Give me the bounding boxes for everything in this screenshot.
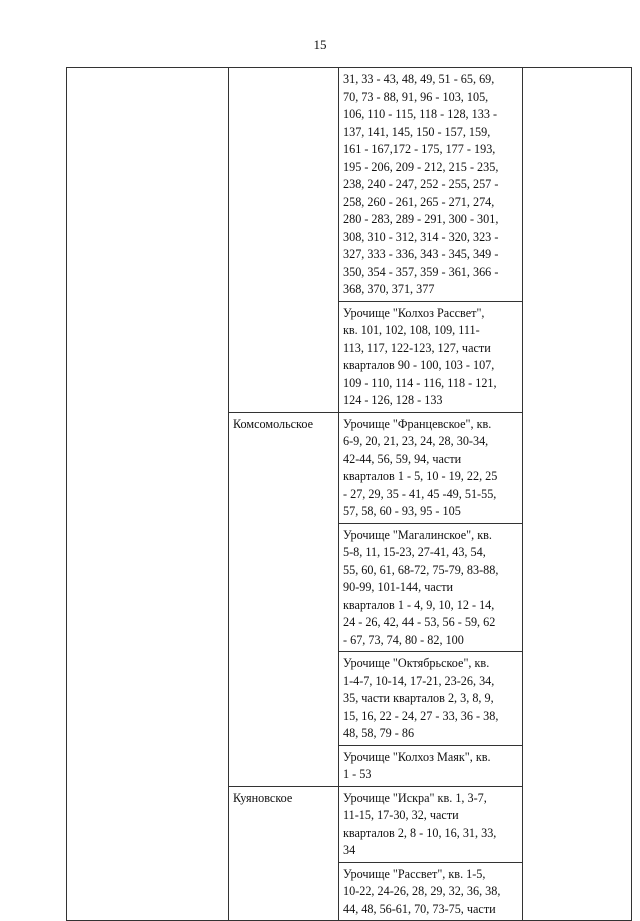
tract-cell: Урочище "Колхоз Маяк", кв. 1 - 53 xyxy=(339,745,523,786)
region-cell xyxy=(67,68,229,921)
notes-cell xyxy=(523,68,632,921)
tract-cell: Урочище "Францевское", кв. 6-9, 20, 21, 23, 24, 28, 30-34, 42-44, 56, 59, 94, части кварталов 1 - 5, 10 - 19, 22, 25 - 27, 29, 35 - 41, 45 -49, 51-55, 57, 58, 60 - 93, 95 - 105 xyxy=(339,412,523,523)
tract-cell: Урочище "Колхоз Рассвет", кв. 101, 102, 108, 109, 111- 113, 117, 122-123, 127, части кварталов 90 - 100, 103 - 107, 109 - 110, 114 - 116, 118 - 121, 124 - 126, 128 - 133 xyxy=(339,301,523,412)
tract-cell: Урочище "Магалинское", кв. 5-8, 11, 15-23, 27-41, 43, 54, 55, 60, 61, 68-72, 75-79, 83-88, 90-99, 101-144, части кварталов 1 - 4, 9, 10, 12 - 14, 24 - 26, 42, 44 - 53, 56 - 59, 62 - 67, 73, 74, 80 - 82, 100 xyxy=(339,523,523,652)
tract-cell: Урочище "Рассвет", кв. 1-5, 10-22, 24-26, 28, 29, 32, 36, 38, 44, 48, 56-61, 70, 73-75, части xyxy=(339,862,523,921)
page-number: 15 xyxy=(313,37,327,52)
tract-cell: 31, 33 - 43, 48, 49, 51 - 65, 69, 70, 73 - 88, 91, 96 - 103, 105, 106, 110 - 115, 118 - 128, 133 - 137, 141, 145, 150 - 157, 159, 161 - 167,172 - 175, 177 - 193, 195 - 206, 209 - 212, 215 - 235, 238, 240 - 247, 252 - 255, 257 - 258, 260 - 261, 265 - 271, 274, 280 - 283, 289 - 291, 300 - 301, 308, 310 - 312, 314 - 320, 323 - 327, 333 - 336, 343 - 345, 349 - 350, 354 - 357, 359 - 361, 366 - 368, 370, 371, 377 xyxy=(339,68,523,302)
tract-cell: Урочище "Октябрьское", кв. 1-4-7, 10-14, 17-21, 23-26, 34, 35, части кварталов 2, 3, 8, 9, 15, 16, 22 - 24, 27 - 33, 36 - 38, 48, 58, 79 - 86 xyxy=(339,652,523,746)
table-row xyxy=(67,68,632,302)
forest-district-table xyxy=(66,67,632,921)
district-name-cell: Комсомольское xyxy=(229,412,339,786)
district-name-cell: Куяновское xyxy=(229,786,339,921)
district-name-cell xyxy=(229,68,339,413)
tract-cell: Урочище "Искра" кв. 1, 3-7, 11-15, 17-30, 32, части кварталов 2, 8 - 10, 16, 31, 33, 34 xyxy=(339,786,523,862)
